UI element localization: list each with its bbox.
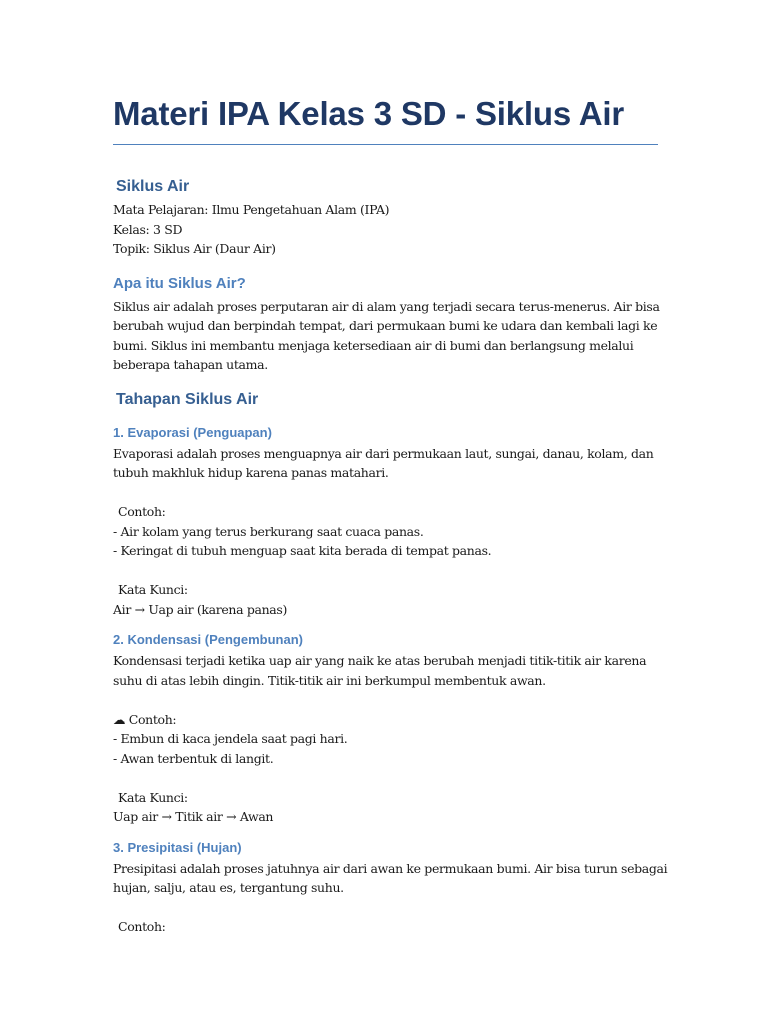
paragraph-line: suhu di atas lebih dingin. Titik-titik air ini berkumpul membentuk awan. <box>113 672 546 688</box>
section-heading-stages: Tahapan Siklus Air <box>116 390 259 408</box>
example-item: - Keringat di tubuh menguap saat kita berada di tempat panas. <box>113 543 492 558</box>
meta-class: Kelas: 3 SD <box>113 221 183 237</box>
example-item: - Awan terbentuk di langit. <box>113 750 274 766</box>
keyword-value: Uap air → Titik air → Awan <box>113 809 274 824</box>
document-page <box>113 92 668 937</box>
paragraph-line: hujan, salju, atau es, tergantung suhu. <box>113 880 344 895</box>
example-label: ☁ Contoh: <box>113 711 177 727</box>
section-heading-siklus-air: Siklus Air <box>116 178 190 195</box>
meta-subject: Mata Pelajaran: Ilmu Pengetahuan Alam (IPA) <box>113 202 390 217</box>
paragraph-line: Siklus air adalah proses perputaran air di alam yang terjadi secara terus-menerus. Air bisa <box>113 298 660 314</box>
paragraph-line: Evaporasi adalah proses menguapnya air dari permukaan laut, sungai, danau, kolam, dan <box>113 445 654 461</box>
spacer <box>113 145 658 176</box>
paragraph-line: Presipitasi adalah proses jatuhnya air dari awan ke permukaan bumi. Air bisa turun sebagai <box>113 860 668 876</box>
stage-heading-precipitation: 3. Presipitasi (Hujan) <box>113 839 242 855</box>
stage-heading-evaporation: 1. Evaporasi (Penguapan) <box>113 424 272 440</box>
example-item: - Embun di kaca jendela saat pagi hari. <box>113 731 348 746</box>
stage-heading-condensation: 2. Kondensasi (Pengembunan) <box>113 632 303 647</box>
example-label: Contoh: <box>118 919 166 934</box>
keyword-label: Kata Kunci: <box>118 789 188 805</box>
paragraph-line: bumi. Siklus ini membantu menjaga ketersediaan air di bumi dan berlangsung melalui <box>113 337 634 353</box>
paragraph-line: berubah wujud dan berpindah tempat, dari permukaan bumi ke udara dan kembali lagi ke <box>113 318 658 333</box>
section-heading-what-is: Apa itu Siklus Air? <box>113 274 246 292</box>
example-item: - Air kolam yang terus berkurang saat cuaca panas. <box>113 523 424 539</box>
document-title: Materi IPA Kelas 3 SD - Siklus Air <box>113 95 624 132</box>
paragraph-line: tubuh makhluk hidup karena panas matahari. <box>113 465 389 480</box>
keyword-value: Air → Uap air (karena panas) <box>113 601 287 617</box>
keyword-label: Kata Kunci: <box>118 582 188 597</box>
paragraph-line: beberapa tahapan utama. <box>113 357 268 372</box>
meta-topic: Topik: Siklus Air (Daur Air) <box>113 241 276 256</box>
example-label: Contoh: <box>118 504 166 519</box>
paragraph-line: Kondensasi terjadi ketika uap air yang naik ke atas berubah menjadi titik-titik air karena <box>113 653 647 668</box>
